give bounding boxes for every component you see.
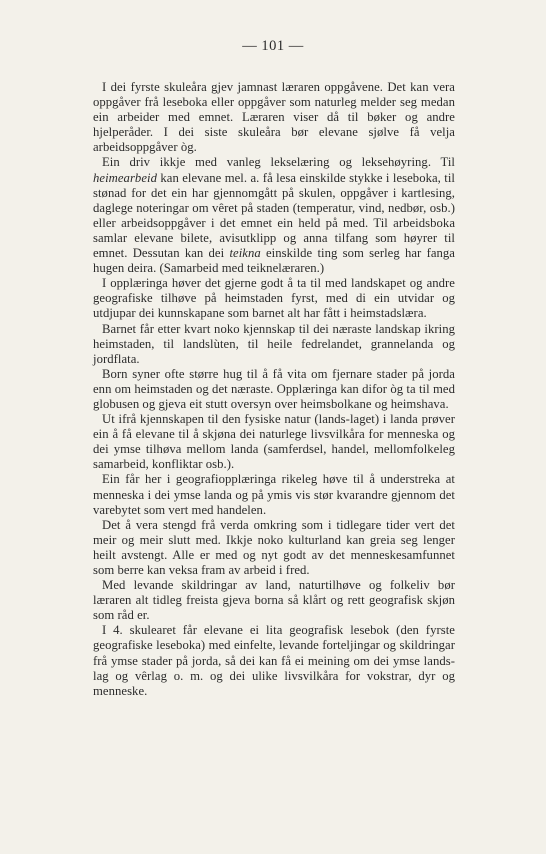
paragraph-text: Ein driv ikkje med vanleg lekselæring og leksehøyring. Til [102,155,455,170]
paragraph-text: Med levande skildringar av land, naturtilhøve og folkeliv bør læraren alt tidleg freista gjeva borna så klårt og rett geografisk skjøn som råd er. [93,578,455,623]
body-text [93,80,455,699]
paragraph-text: einskilde ting som serleg har fanga hugen deira. (Samarbeid med teiknelæraren.) [93,246,455,276]
emphasized-term: heimearbeid [93,170,157,185]
paragraph [93,155,455,276]
paragraph-text: I opplæringa høver det gjerne godt å ta til med landskapet og andre geografiske tilhøve på heimstaden fyrst, med di ein utvidar og utdjupar dei kunnskapane som barnet alt har fått i heimstadslæra. [93,276,455,321]
paragraph-text: kan elevane mel. a. få lesa einskilde stykke i leseboka, til stønad for det ein har gjennomgått på skulen, oppgåver i kartlesing, daglege noteringar om vêret på staden (temperatur, vind, nedbør, osb.) eller arbeidsoppgåver i det emnet ein held på med. Til arbeidsboka samlar elevane bilete, avisutklipp og anna tilfang som høyrer til emnet. Dessutan kan dei [93,170,455,261]
paragraph [93,322,455,367]
paragraph-text: I dei fyrste skuleåra gjev jamnast læraren oppgåvene. Det kan vera oppgåver frå leseboka eller oppgåver som naturleg melder seg medan ein arbeider med emnet. Læraren viser då til bøker og andre hjelperåder. I dei siste skuleåra bør elevane sjølve få velja arbeidsoppgåver òg. [93,80,455,155]
paragraph-text: Det å vera stengd frå verda omkring som i tidlegare tider vert det meir og meir slutt med. Ikkje noko kulturland kan greia seg lenger heilt avstengt. Alle er med og nyt godt av det menneskesamfunnet som berre kan veksa fram av arbeid i fred. [93,517,455,577]
paragraph-text: I 4. skulearet får elevane ei lita geografisk lesebok (den fyrste geografiske leseboka) med einfelte, levande forteljingar og skildringar frå ymse stader på jorda, så dei kan få ei meining om dei ymse lands-lag og vêrlag o. m. og dei ulike livsvilkåra for vokstrar, dyr og menneske. [93,623,455,698]
paragraph [93,276,455,321]
paragraph [93,518,455,578]
paragraph [93,367,455,412]
paragraph [93,578,455,623]
page-number: — 101 — [242,38,304,54]
paragraph [93,412,455,472]
paragraph [93,472,455,517]
paragraph-text: Ein får her i geografiopplæringa rikeleg høve til å understreka at menneska i dei ymse landa og på ymis vis stør kvarandre gjennom det varebytet som vert med handelen. [93,472,455,517]
paragraph-text: Born syner ofte større hug til å få vita om fjernare stader på jorda enn om heimstaden og det næraste. Opplæringa kan difor òg ta til med globusen og gjeva eit stutt oversyn over heimsbolkane og heimshava. [93,366,455,411]
paragraph-text: Ut ifrå kjennskapen til den fysiske natur (lands-laget) i landa prøver ein å få elevane til å skjøna dei naturlege livsvilkåra for menneska og dei ymse tilhøva mellom landa (samferdsel, handel, mellomfolkeleg samarbeid, konfliktar osb.). [93,412,455,472]
paragraph [93,80,455,155]
emphasized-term: teikna [229,246,261,261]
paragraph-text: Barnet får etter kvart noko kjennskap til dei næraste landskap ikring heimstaden, til landslùten, til heile fedrelandet, grannelanda og jordflata. [93,321,455,366]
paragraph [93,623,455,698]
